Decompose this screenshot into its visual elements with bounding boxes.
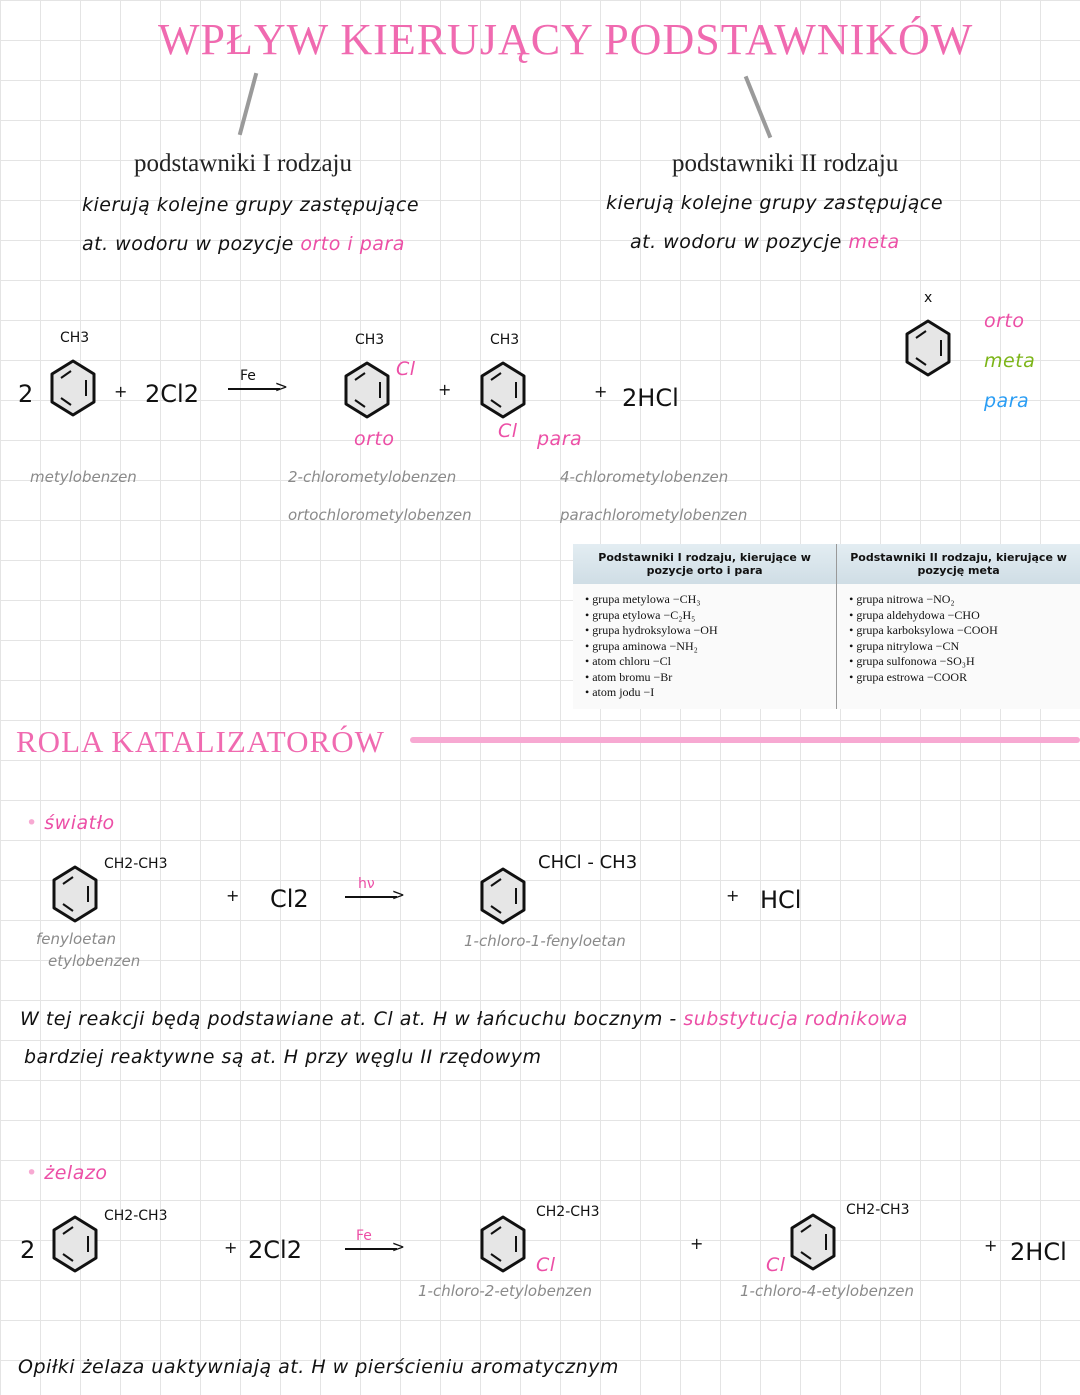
name-4-chloro: 4-chlorometylobenzen: [560, 468, 729, 486]
name-para: parachlorometylobenzen: [560, 506, 748, 524]
reagent: 2Cl2: [145, 380, 199, 408]
table-item: • grupa karboksylowa −COOH: [849, 623, 998, 637]
benzene-ring: [478, 360, 528, 420]
benzene-ring-legend: [903, 318, 953, 378]
reagent: Cl2: [270, 885, 309, 913]
ch3-label: CH3: [490, 332, 520, 348]
cl-label: Cl: [536, 1254, 556, 1276]
iron-label: żelazo: [44, 1162, 108, 1184]
table-item: • atom chloru −Cl: [585, 654, 671, 668]
table-item: • grupa aminowa −NH₂: [585, 638, 698, 653]
para-label: para: [537, 428, 583, 450]
table-item: • grupa metylowa −CH₃: [585, 592, 701, 606]
left-positions: orto i para: [300, 233, 405, 255]
note-line1: W tej reakcji będą podstawiane at. Cl at. H w łańcuchu bocznym -: [20, 1008, 677, 1030]
name-orto: ortochlorometylobenzen: [288, 506, 472, 524]
left-line2: at. wodoru w pozycje: [82, 233, 294, 255]
product-hcl: 2HCl: [622, 384, 679, 412]
right-line1: kierują kolejne grupy zastępujące: [606, 192, 944, 214]
table-col-1: [573, 584, 837, 709]
name-etylobenzen: etylobenzen: [48, 952, 141, 970]
table-item: • grupa sulfonowa −SO₃H: [849, 654, 975, 668]
benzene-ring: [788, 1212, 838, 1272]
substituent: CH2-CH3: [536, 1204, 600, 1220]
table-header-2: Podstawniki II rodzaju, kierującе w pozycję meta: [837, 544, 1080, 584]
cl-label: Cl: [766, 1254, 786, 1276]
coefficient: 2: [20, 1236, 36, 1264]
catalyst: Fe: [240, 368, 256, 384]
catalyst-fe: Fe: [356, 1228, 372, 1244]
name-2-chloro: 2-chlorometylobenzen: [288, 468, 457, 486]
left-heading: podstawniki I rodzaju: [134, 150, 353, 177]
plus: +: [224, 1238, 238, 1257]
table-item: • grupa nitrowa −NO₂: [849, 592, 955, 606]
substituent: CH2-CH3: [104, 856, 168, 872]
cl-label: Cl: [498, 420, 518, 442]
product-substituent: CHCl - CH3: [538, 852, 638, 873]
right-line2: at. wodoru w pozycje: [630, 231, 842, 253]
table-item: • grupa hydroksylowa −OH: [585, 623, 718, 637]
page-title: WPŁYW KIERUJĄCY PODSTAWNIKÓW: [158, 15, 974, 64]
ch3-label: CH3: [60, 330, 90, 346]
benzene-ring: [342, 360, 392, 420]
table-item: • grupa estrowa −COOR: [849, 669, 968, 684]
table-item: • grupa nitrylowa −CN: [849, 638, 960, 653]
product-hcl: HCl: [760, 886, 802, 914]
right-heading: podstawniki II rodzaju: [672, 150, 899, 177]
legend-orto: orto: [984, 310, 1025, 332]
name-1-chloro-2: 1-chloro-2-etylobenzen: [418, 1282, 592, 1300]
benzene-ring: [478, 1214, 528, 1274]
catalyst-light: hν: [358, 876, 375, 892]
benzene-ring: [50, 1214, 100, 1274]
plus: +: [726, 886, 740, 905]
reagent: 2Cl2: [248, 1236, 302, 1264]
note-line2: bardziej reaktywne są at. H przy węglu II rzędowym: [24, 1046, 542, 1068]
benzene-ring: [48, 358, 98, 418]
note-iron: Opiłki żelaza uaktywniają at. H w pierścieniu aromatycznym: [18, 1356, 619, 1378]
table-item: • atom jodu −I: [585, 685, 655, 699]
orto-label: orto: [354, 428, 395, 450]
plus: +: [438, 380, 452, 399]
legend-meta: meta: [984, 350, 1036, 372]
right-positions: meta: [848, 231, 900, 253]
plus: +: [114, 382, 128, 401]
product-hcl: 2HCl: [1010, 1238, 1067, 1266]
table-item: • grupa aldehydowa −CHO: [849, 607, 980, 622]
name-product: 1-chloro-1-fenyloetan: [464, 932, 626, 950]
substituent-x: x: [924, 290, 933, 306]
substituent: CH2-CH3: [846, 1202, 910, 1218]
left-line1: kierują kolejne grupy zastępujące: [82, 194, 420, 216]
cl-label: Cl: [396, 358, 416, 380]
section-heading: ROLA KATALIZATORÓW: [16, 724, 385, 759]
substituents-table: [573, 544, 1080, 709]
substituent: CH2-CH3: [104, 1208, 168, 1224]
table-item: • atom bromu −Br: [585, 669, 673, 684]
table-header-1: Podstawniki I rodzaju, kierujące w pozycje orto i para: [573, 544, 837, 584]
light-label: światło: [44, 812, 115, 834]
table-item: • grupa etylowa −C₂H₅: [585, 607, 696, 622]
name-1-chloro-4: 1-chloro-4-etylobenzen: [740, 1282, 914, 1300]
plus: +: [594, 382, 608, 401]
benzene-ring: [50, 864, 100, 924]
benzene-ring: [478, 866, 528, 926]
legend-para: para: [984, 390, 1030, 412]
coefficient: 2: [18, 380, 34, 408]
plus: +: [690, 1234, 704, 1253]
name-metylobenzen: metylobenzen: [30, 468, 137, 486]
plus: +: [984, 1236, 998, 1255]
ch3-label: CH3: [355, 332, 385, 348]
note-highlight: substytucja rodnikowa: [683, 1008, 908, 1030]
table-col-2: [837, 584, 1080, 709]
plus: +: [226, 886, 240, 905]
name-fenyloetan: fenyloetan: [36, 930, 117, 948]
